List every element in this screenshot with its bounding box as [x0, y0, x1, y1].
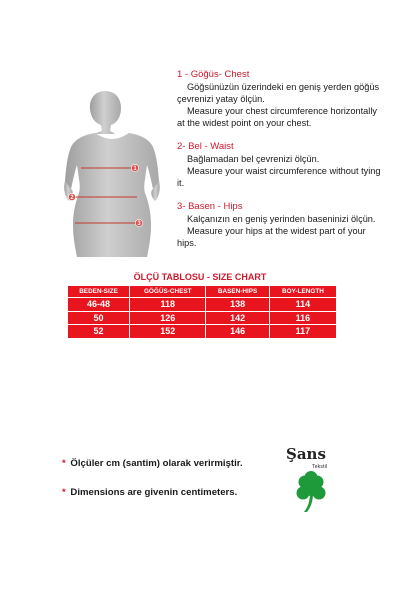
header-chest: GÖĞÜS-CHEST: [130, 286, 206, 298]
body-silhouette-figure: [55, 85, 170, 260]
table-cell: 118: [130, 298, 206, 312]
waist-instruction: [177, 141, 387, 189]
table-cell: 146: [206, 325, 269, 338]
note-star: *: [62, 458, 66, 469]
table-cell: 152: [130, 325, 206, 338]
table-cell: 116: [269, 311, 336, 325]
table-row: [68, 298, 336, 312]
table-row: [68, 311, 336, 325]
table-row: [68, 325, 336, 338]
note-english: [62, 487, 237, 498]
note-english-text: Dimensions are givenin centimeters.: [70, 487, 238, 498]
chest-text-en: Measure your chest circumference horizontally at the widest point on your chest.: [177, 106, 377, 128]
marker-2-label: 2: [70, 195, 74, 202]
header-hips: BASEN-HIPS: [206, 286, 269, 298]
header-size: BEDEN-SIZE: [68, 286, 130, 298]
marker-3-label: 3: [137, 221, 141, 228]
table-cell: 138: [206, 298, 269, 312]
table-cell: 50: [68, 311, 130, 325]
table-cell: 142: [206, 311, 269, 325]
note-turkish: [62, 458, 243, 469]
table-header-row: [68, 286, 336, 298]
waist-heading: 2- Bel - Waist: [177, 141, 234, 152]
sans-tekstil-logo: [282, 445, 348, 515]
note-turkish-text: Ölçüler cm (santim) olarak verirmiştir.: [70, 458, 243, 469]
marker-2: [68, 193, 75, 201]
waist-text-en: Measure your waist circumference without tying it.: [177, 166, 381, 188]
chest-text-tr: Göğsünüzün üzerindeki en geniş yerden göğüs çevrenizi yatay ölçün.: [177, 82, 380, 104]
hips-text-tr: Kalçanızın en geniş yerinden baseninizi ölçün.: [187, 214, 376, 224]
size-chart-table: [68, 286, 336, 338]
silhouette-shape: [64, 91, 160, 257]
waist-text-tr: Bağlamadan bel çevrenizi ölçün.: [187, 154, 320, 164]
chest-heading: 1 - Göğüs- Chest: [177, 69, 250, 80]
header-length: BOY-LENGTH: [269, 286, 336, 298]
marker-1-label: 1: [133, 166, 137, 173]
size-chart-title: ÖLÇÜ TABLOSU - SIZE CHART: [133, 272, 267, 282]
note-star: *: [62, 487, 66, 498]
table-cell: 52: [68, 325, 130, 338]
table-cell: 114: [269, 298, 336, 312]
chest-instruction: [177, 69, 387, 129]
hips-heading: 3- Basen - Hips: [177, 201, 243, 212]
table-cell: 46-48: [68, 298, 130, 312]
table-cell: 117: [295, 326, 311, 337]
hips-text-en: Measure your hips at the widest part of your hips.: [177, 226, 366, 248]
table-cell: 126: [130, 311, 206, 325]
clover-icon: [292, 471, 330, 513]
logo-wordmark: Şans: [286, 445, 326, 463]
hips-instruction: [177, 201, 387, 249]
logo-subtitle: Tekstil: [312, 464, 328, 470]
